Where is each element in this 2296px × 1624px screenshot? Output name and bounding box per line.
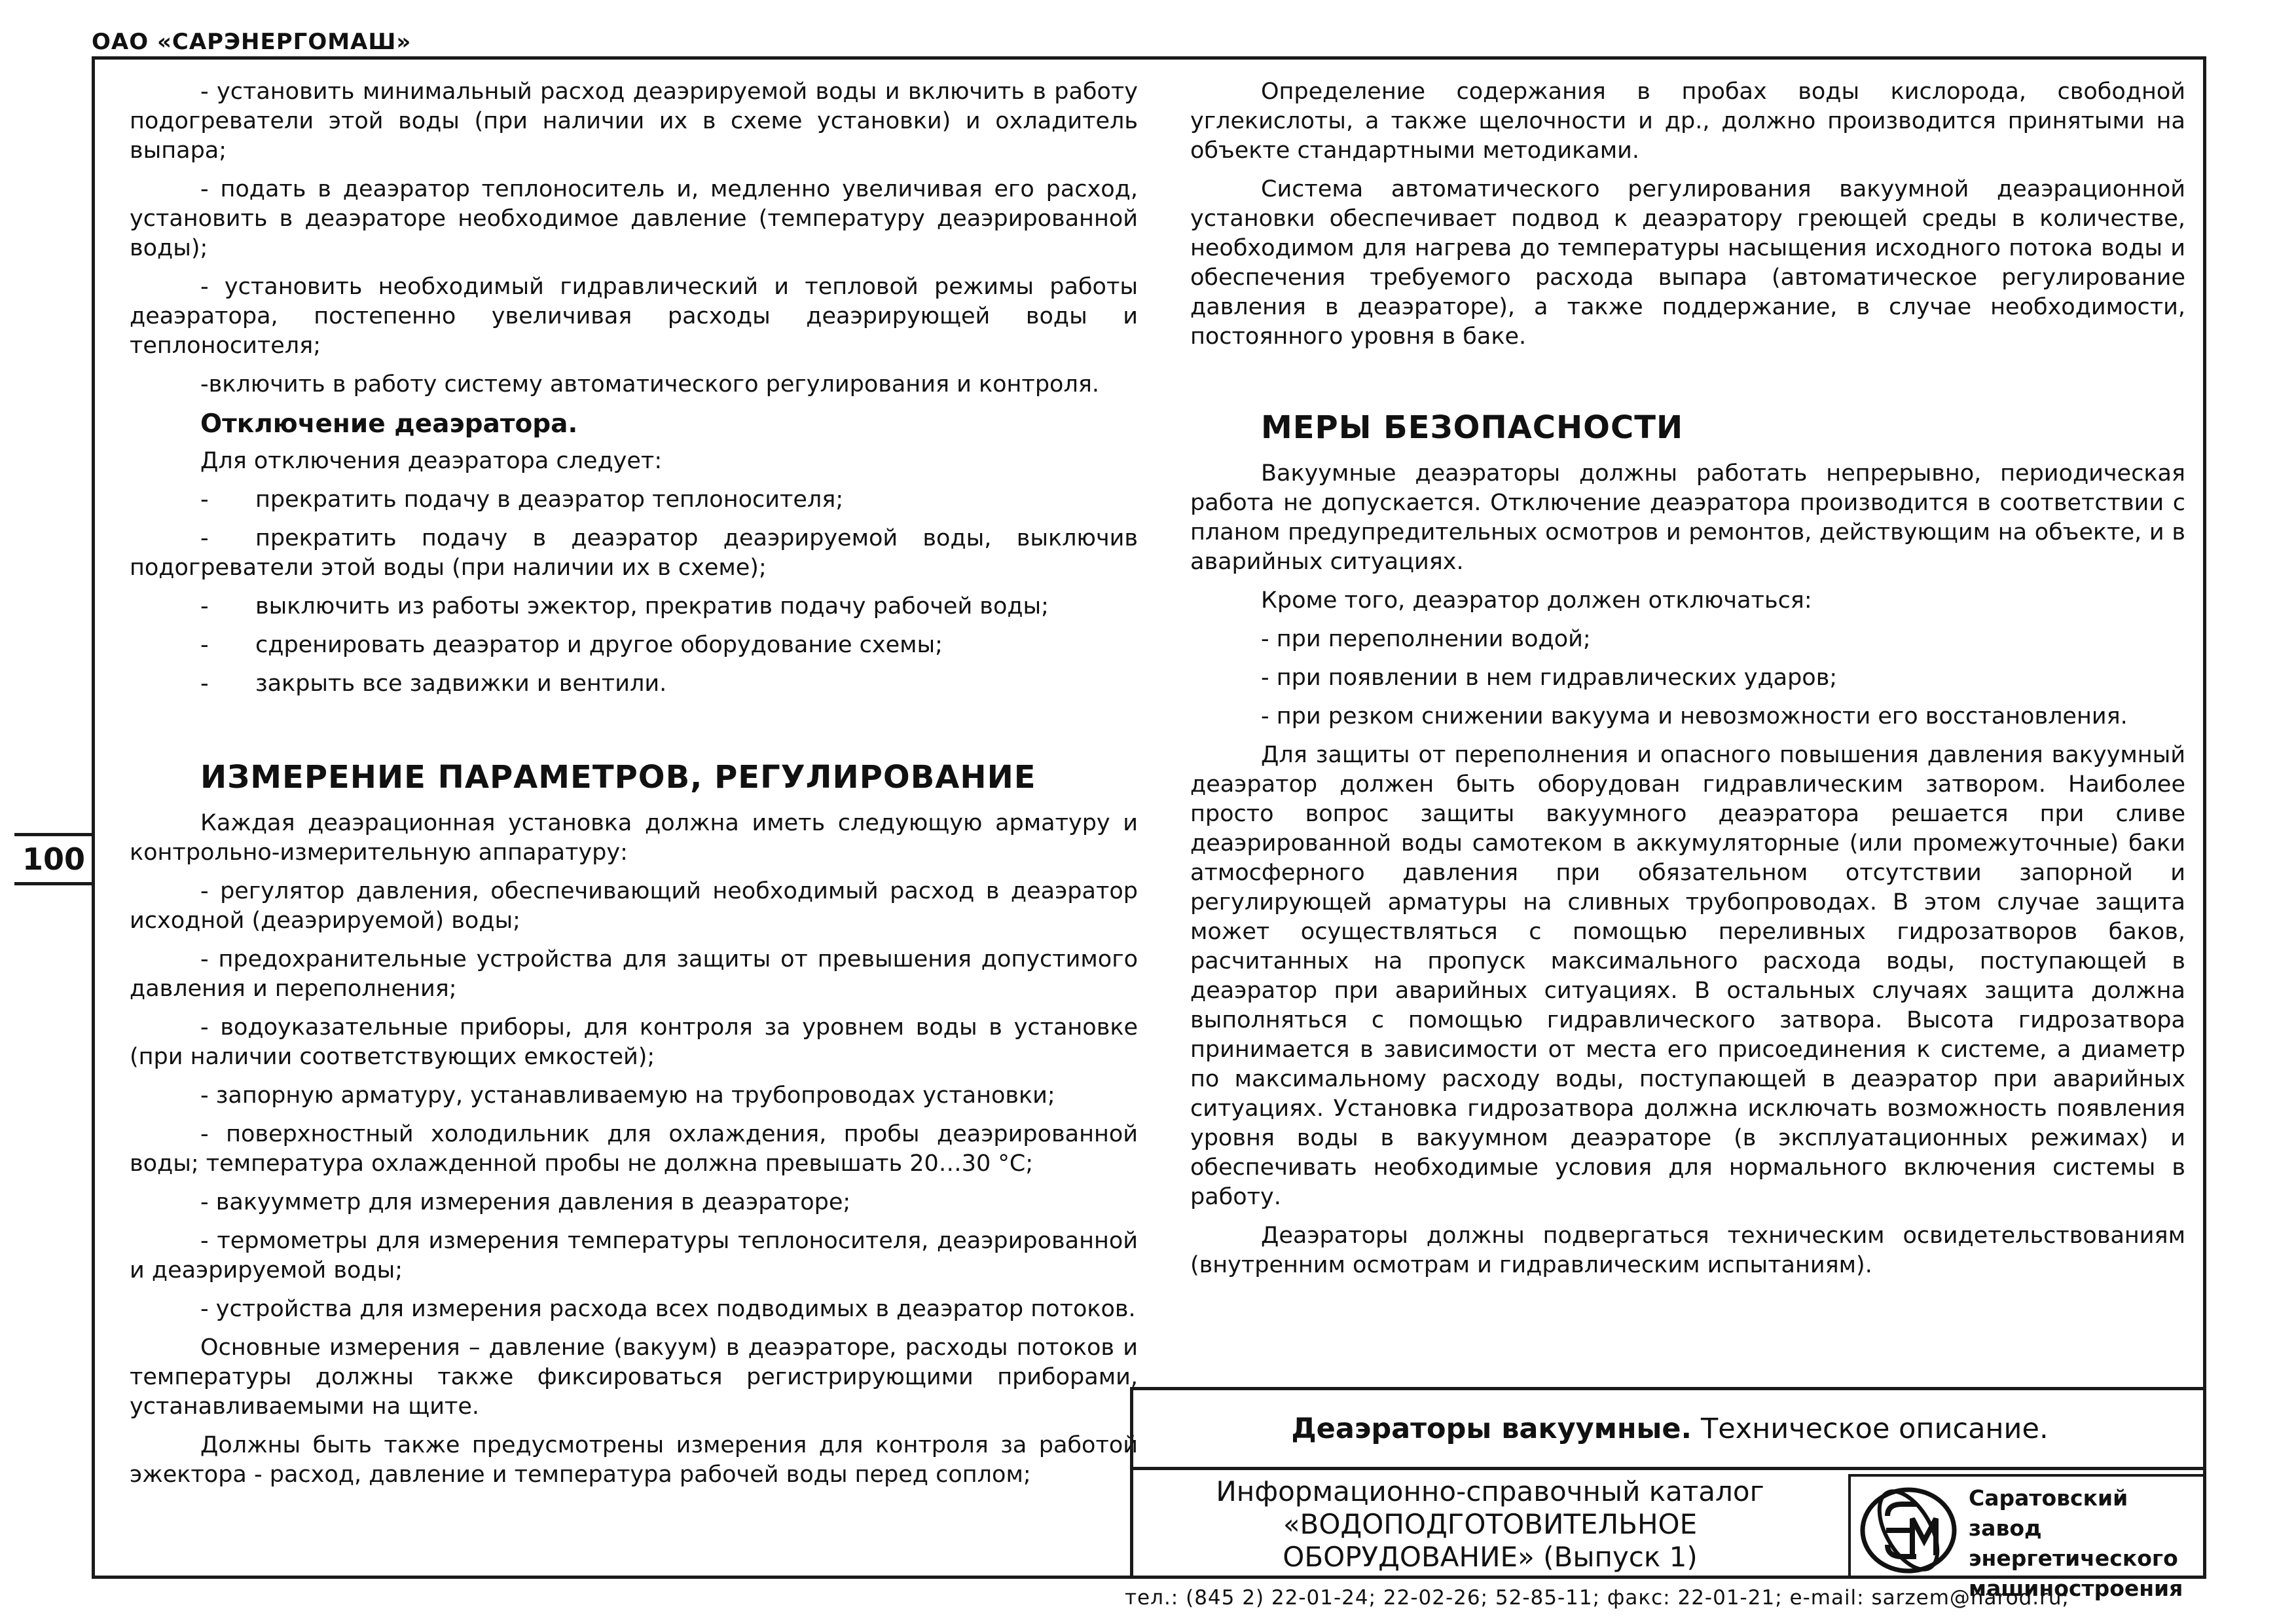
paragraph: - установить необходимый гидравлический и тепловой режимы работы деаэратора, постепенно увеличивая расходы деаэрирующей воды и теплоносителя; bbox=[130, 274, 1138, 359]
list-item: - при переполнении водой; bbox=[1261, 626, 1591, 652]
list-item: - выключить из работы эжектор, прекратив подачу рабочей воды; bbox=[200, 593, 1049, 619]
paragraph: - поверхностный холодильник для охлаждения, пробы деаэрированной воды; температура охлажденной пробы не должна превышать 20…30 °С; bbox=[130, 1121, 1138, 1177]
paragraph: -включить в работу систему автоматического регулирования и контроля. bbox=[200, 371, 1099, 397]
document-title-bold: Деаэраторы вакуумные. bbox=[1291, 1412, 1692, 1445]
szem-logo-icon bbox=[1856, 1482, 1961, 1579]
list-item: - при резком снижении вакуума и невозможности его восстановления. bbox=[1261, 703, 2128, 729]
paragraph: - установить минимальный расход деаэрируемой воды и включить в работу подогреватели этой воды (при наличии их в схеме установки) и охладитель выпара; bbox=[130, 79, 1138, 164]
paragraph: - предохранительные устройства для защиты от превышения допустимого давления и переполнения; bbox=[130, 946, 1138, 1002]
paragraph: Основные измерения – давление (вакуум) в деаэраторе, расходы потоков и температуры должны также фиксироваться регистрирующими приборами, устанавливаемыми на щите. bbox=[130, 1335, 1138, 1420]
manufacturer-logo-block bbox=[1848, 1474, 2206, 1601]
paragraph: Для отключения деаэратора следует: bbox=[200, 448, 663, 474]
paragraph: Система автоматического регулирования вакуумной деаэрационной установки обеспечивает подвод к деаэратору греющей среды в количестве, необходимом для нагрева до температуры насыщения исходного потока воды и обеспечения требуемого расхода выпара (автоматическое регулирование давления в деаэраторе), а также поддержание, в случае необходимости, постоянного уровня в баке. bbox=[1190, 176, 2185, 350]
company-name: ОАО «САРЭНЕРГОМАШ» bbox=[92, 29, 412, 55]
document-title bbox=[1133, 1390, 2206, 1470]
list-item: - при появлении в нем гидравлических ударов; bbox=[1261, 665, 1838, 691]
left-column bbox=[130, 77, 1138, 1499]
page-number: 100 bbox=[14, 833, 93, 885]
paragraph: Для защиты от переполнения и опасного повышения давления вакуумный деаэратор должен быть оборудован гидравлическим затвором. Наиболее просто вопрос защиты вакуумного деаэратора решается при сливе деаэрированной воды самотеком в аккумуляторные (или промежуточные) баки атмосферного давления при обязательном отсутствии запорной и регулирующей арматуры на сливных трубопроводах. В этом случае защита может осуществляться с помощью переливных гидрозатворов баков, расчитанных на пропуск максимального расхода воды, поступающей в деаэратор при аварийных ситуациях. В остальных случаях защита должна выполняться с помощью гидравлического затвора. Высота гидрозатвора принимается в зависимости от места его присоединения к системе, а диаметр по максимальному расходу воды, поступающей в деаэратор при аварийных ситуациях. Установка гидрозатвора должна исключать возможность появления уровня воды в вакуумном деаэраторе (в эксплуатационных режимах) и обеспечивать необходимые условия для нормального включения системы в работу. bbox=[1190, 742, 2185, 1210]
section-heading-safety: МЕРЫ БЕЗОПАСНОСТИ bbox=[1261, 409, 1684, 446]
paragraph: - устройства для измерения расхода всех подводимых в деаэратор потоков. bbox=[200, 1296, 1136, 1322]
paragraph: - регулятор давления, обеспечивающий необходимый расход в деаэратор исходной (деаэрируемой) воды; bbox=[130, 878, 1138, 934]
paragraph: Должны быть также предусмотрены измерения для контроля за работой эжектора - расход, давление и температура рабочей воды перед соплом; bbox=[130, 1432, 1138, 1488]
catalog-line: ОБОРУДОВАНИЕ» (Выпуск 1) bbox=[1283, 1541, 1698, 1573]
document-title-rest: Техническое описание. bbox=[1700, 1412, 2049, 1445]
contact-line: тел.: (845 2) 22-01-24; 22-02-26; 52-85-11; факс: 22-01-21; e-mail: sarzem@narod.ru; bbox=[1125, 1586, 2069, 1610]
list-item: - прекратить подачу в деаэратор деаэрируемой воды, выключив подогреватели этой воды (при наличии их в схеме); bbox=[130, 525, 1138, 581]
list-item: - закрыть все задвижки и вентили. bbox=[200, 671, 667, 697]
catalog-line: Информационно-справочный каталог bbox=[1216, 1475, 1764, 1507]
paragraph: - подать в деаэратор теплоноситель и, медленно увеличивая его расход, установить в деаэраторе необходимое давление (температуру деаэрированной воды); bbox=[130, 176, 1138, 261]
list-item: - прекратить подачу в деаэратор теплоносителя; bbox=[200, 487, 844, 513]
right-column bbox=[1190, 77, 2185, 1289]
paragraph: Деаэраторы должны подвергаться техническим освидетельствованиям (внутренним осмотрам и гидравлическим испытаниям). bbox=[1190, 1223, 2185, 1278]
shutdown-heading: Отключение деаэратора. bbox=[200, 409, 578, 439]
paragraph: - термометры для измерения температуры теплоносителя, деаэрированной и деаэрируемой воды; bbox=[130, 1228, 1138, 1283]
manufacturer-name: Саратовский завод энергетического машиностроения bbox=[1969, 1485, 2183, 1601]
catalog-info bbox=[1133, 1470, 1847, 1579]
paragraph: - вакуумметр для измерения давления в деаэраторе; bbox=[200, 1189, 851, 1215]
paragraph: Кроме того, деаэратор должен отключаться: bbox=[1261, 587, 1812, 614]
catalog-line: «ВОДОПОДГОТОВИТЕЛЬНОЕ bbox=[1283, 1508, 1698, 1540]
paragraph: - водоуказательные приборы, для контроля за уровнем воды в установке (при наличии соответствующих емкостей); bbox=[130, 1014, 1138, 1070]
paragraph: Определение содержания в пробах воды кислорода, свободной углекислоты, а также щелочности и др., должно производится принятыми на объекте стандартными методиками. bbox=[1190, 79, 2185, 164]
paragraph: Каждая деаэрационная установка должна иметь следующую арматуру и контрольно-измерительную аппаратуру: bbox=[130, 810, 1138, 866]
section-heading-measurement: ИЗМЕРЕНИЕ ПАРАМЕТРОВ, РЕГУЛИРОВАНИЕ bbox=[200, 759, 1036, 796]
paragraph: Вакуумные деаэраторы должны работать непрерывно, периодическая работа не допускается. Отключение деаэратора производится в соответствии с планом предупредительных осмотров и ремонтов, действующим на объекте, и в аварийных ситуациях. bbox=[1190, 460, 2185, 575]
list-item: - сдренировать деаэратор и другое оборудование схемы; bbox=[200, 632, 943, 658]
paragraph: - запорную арматуру, устанавливаемую на трубопроводах установки; bbox=[200, 1082, 1055, 1109]
